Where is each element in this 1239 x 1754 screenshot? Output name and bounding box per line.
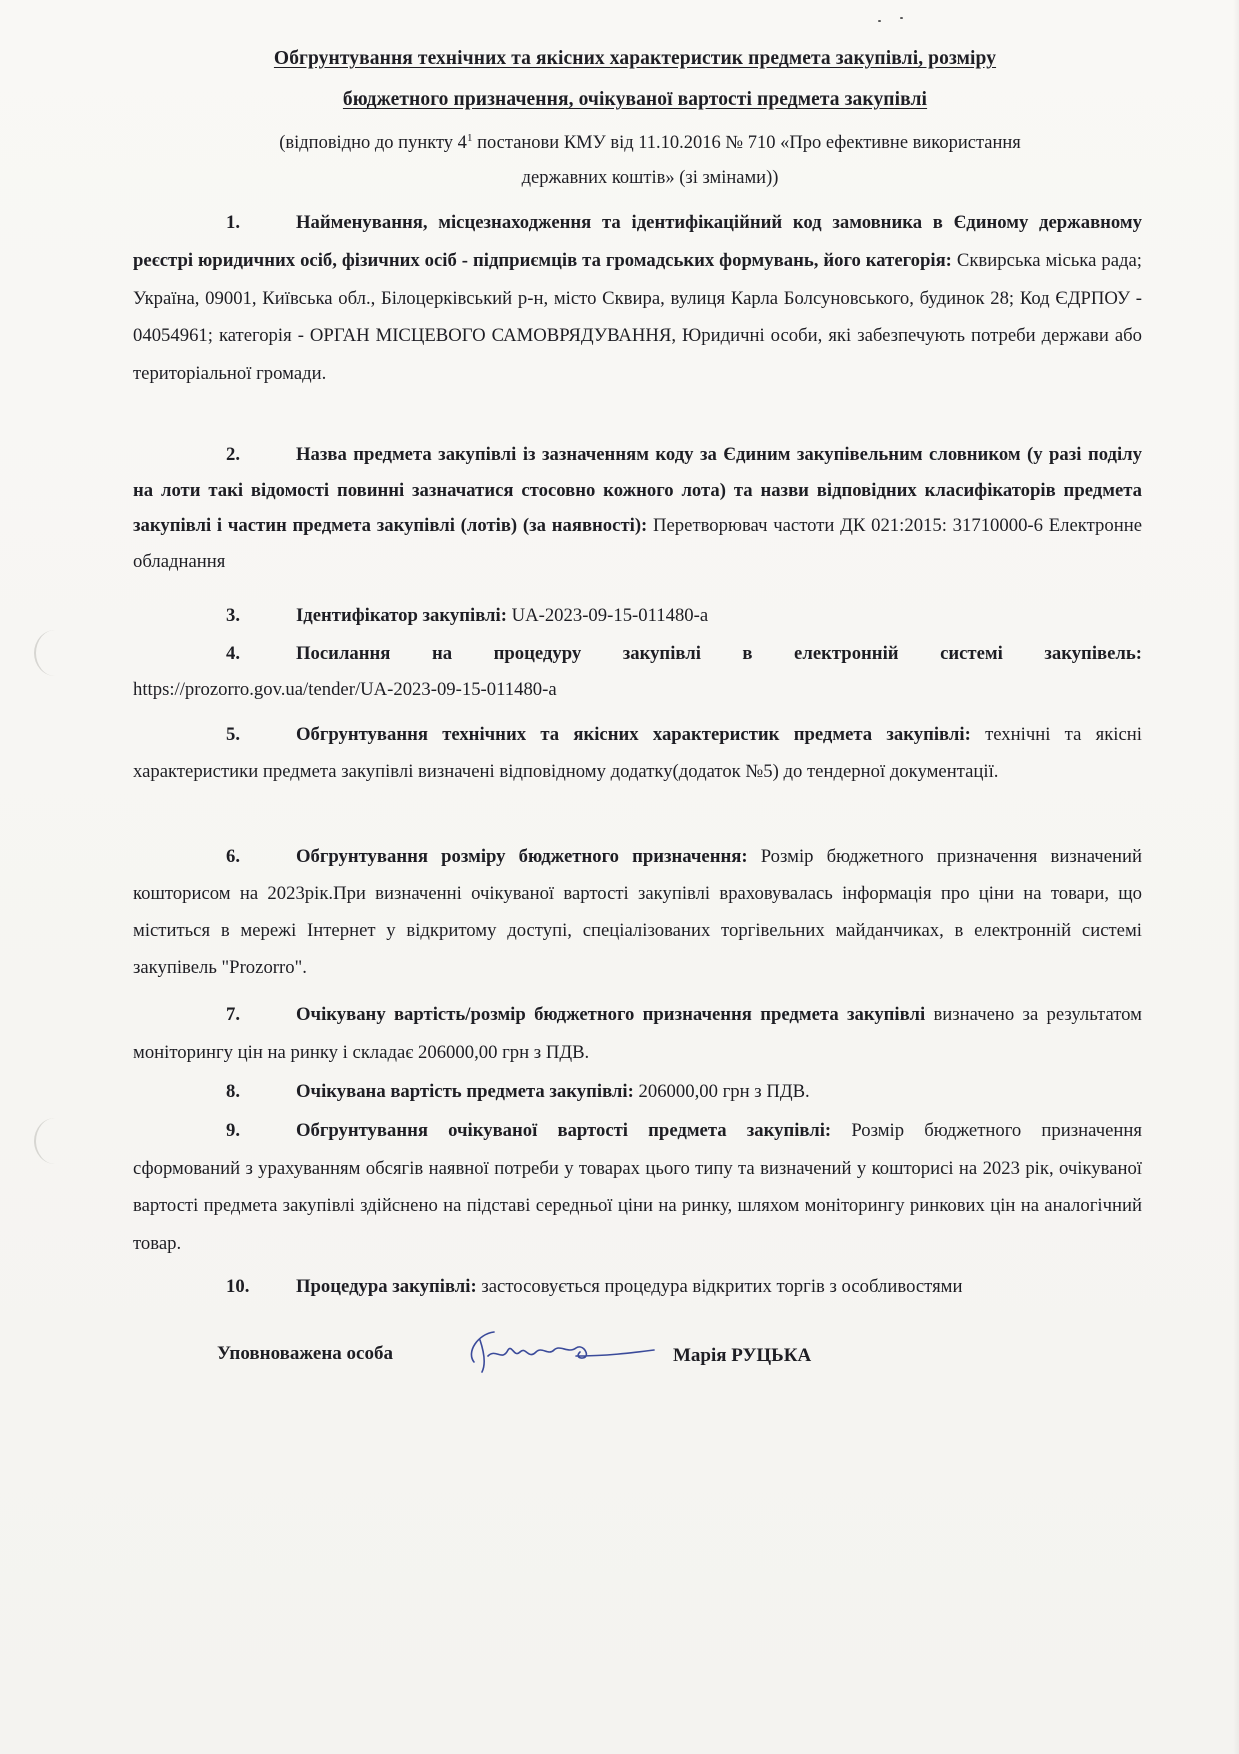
item-text: визначено за результатом моніторингу цін на ринку і складає 206000,00 грн з ПДВ.	[133, 1004, 1142, 1063]
item-number: 4.	[226, 643, 241, 664]
subtitle-text: (відповідно до пункту 4	[279, 133, 467, 153]
document-title-line-2: бюджетного призначення, очікуваної вартості предмета закупівлі	[342, 89, 928, 110]
item-text: Сквирська міська рада; Україна, 09001, Київська обл., Білоцерківський р-н, місто Сквира, вулиця Карла Болсуновського, будинок 28; Код ЄДРПОУ - 04054961; категорія - ОРГАН МІСЦЕВОГО САМОВРЯДУВАННЯ, Юридичні особи, які забезпечують потреби держави або територіальної громади.	[133, 249, 1142, 385]
punch-hole-mark	[34, 630, 76, 676]
item-text: Розмір бюджетного призначення визначений кошторисом на 2023рік.При визначенні очікуваної вартості закупівлі враховувалась інформація про ціни на товари, що міститься в мережі Інтернет у відкритому доступі, спеціалізованих торгівельних майданчиках, в електронній системі закупівель "Prozorro".	[133, 846, 1142, 978]
list-item	[133, 838, 1142, 986]
list-item	[133, 1112, 1142, 1262]
item-label: Обгрунтування очікуваної вартості предмета закупівлі:	[296, 1120, 832, 1141]
item-label: Найменування, місцезнаходження та ідентифікаційний код замовника в Єдиному державному реєстрі юридичних осіб, фізичних осіб - підприємців та громадських формувань, його категорія:	[133, 212, 1142, 271]
item-number: 7.	[226, 1004, 241, 1025]
list-item	[133, 716, 1142, 790]
list-item	[133, 636, 1142, 708]
item-label: Очікувана вартість предмета закупівлі:	[296, 1081, 634, 1102]
item-text: застосовується процедура відкритих торгів з особливостями	[476, 1276, 963, 1297]
signatory-name: Марія РУЦЬКА	[673, 1345, 812, 1366]
item-label: Процедура закупівлі:	[296, 1276, 477, 1297]
subtitle-superscript: 1	[466, 131, 473, 144]
item-label: Ідентифікатор закупівлі:	[296, 605, 507, 626]
item-label: Назва предмета закупівлі із зазначенням коду за Єдиним закупівельним словником (у разі поділу на лоти такі відомості повинні зазначатися стосовно кожного лота) та назви відповідних класифікаторів предмета закупівлі і частин предмета закупівлі (лотів) (за наявності):	[133, 444, 1142, 536]
item-number: 8.	[226, 1081, 241, 1102]
item-number: 6.	[226, 846, 241, 867]
document-title-line-1: Обгрунтування технічних та якісних характеристик предмета закупівлі, розміру	[273, 48, 997, 69]
item-text: технічні та якісні характеристики предмета закупівлі визначені відповідному додатку(додаток №5) до тендерної документації.	[133, 724, 1142, 782]
item-number: 3.	[226, 605, 241, 626]
scan-speck	[878, 20, 881, 22]
item-label: Обгрунтування розміру бюджетного призначення:	[296, 846, 748, 867]
item-text: Розмір бюджетного призначення сформований з урахуванням обсягів наявної потреби у товарах цього типу та визначений у кошторисі на 2023 рік, очікуваної вартості предмета закупівлі здійснено на підставі середньої ціни на ринку, шляхом моніторингу ринкових цін на аналогічний товар.	[133, 1120, 1142, 1254]
subtitle-text: постанови КМУ від 11.10.2016 № 710 «Про ефективне використання	[472, 133, 1021, 153]
handwritten-signature	[456, 1322, 656, 1377]
list-item	[133, 437, 1142, 579]
document-subtitle-line-1	[150, 126, 1150, 161]
list-item	[133, 1268, 1142, 1305]
item-text: Перетворювач частоти ДК 021:2015: 31710000-6 Електронне обладнання	[133, 515, 1142, 572]
item-number: 2.	[226, 444, 241, 465]
document-subtitle-line-2: державних коштів» (зі змінами))	[521, 168, 779, 188]
list-item	[133, 598, 1142, 633]
scan-speck	[900, 17, 903, 19]
punch-hole-mark	[34, 1118, 76, 1164]
item-number: 1.	[226, 212, 241, 233]
item-link[interactable]: https://prozorro.gov.ua/tender/UA-2023-09-15-011480-a	[133, 679, 557, 700]
item-number: 10.	[226, 1276, 250, 1297]
item-number: 9.	[226, 1120, 241, 1141]
item-text: 206000,00 грн з ПДВ.	[633, 1081, 810, 1102]
item-text: UA-2023-09-15-011480-a	[506, 605, 709, 626]
signature-label: Уповноважена особа	[217, 1343, 393, 1364]
item-label: Посилання на процедуру закупівлі в електронній системі закупівель:	[296, 643, 1142, 664]
list-item	[133, 1073, 1142, 1110]
list-item	[133, 996, 1142, 1072]
scan-edge-shadow	[1233, 0, 1239, 1754]
signature-stroke	[471, 1332, 654, 1372]
item-label: Обгрунтування технічних та якісних характеристик предмета закупівлі:	[296, 724, 971, 745]
list-item	[133, 204, 1142, 393]
item-number: 5.	[226, 724, 241, 745]
item-label: Очікувану вартість/розмір бюджетного призначення предмета закупівлі	[296, 1004, 926, 1025]
